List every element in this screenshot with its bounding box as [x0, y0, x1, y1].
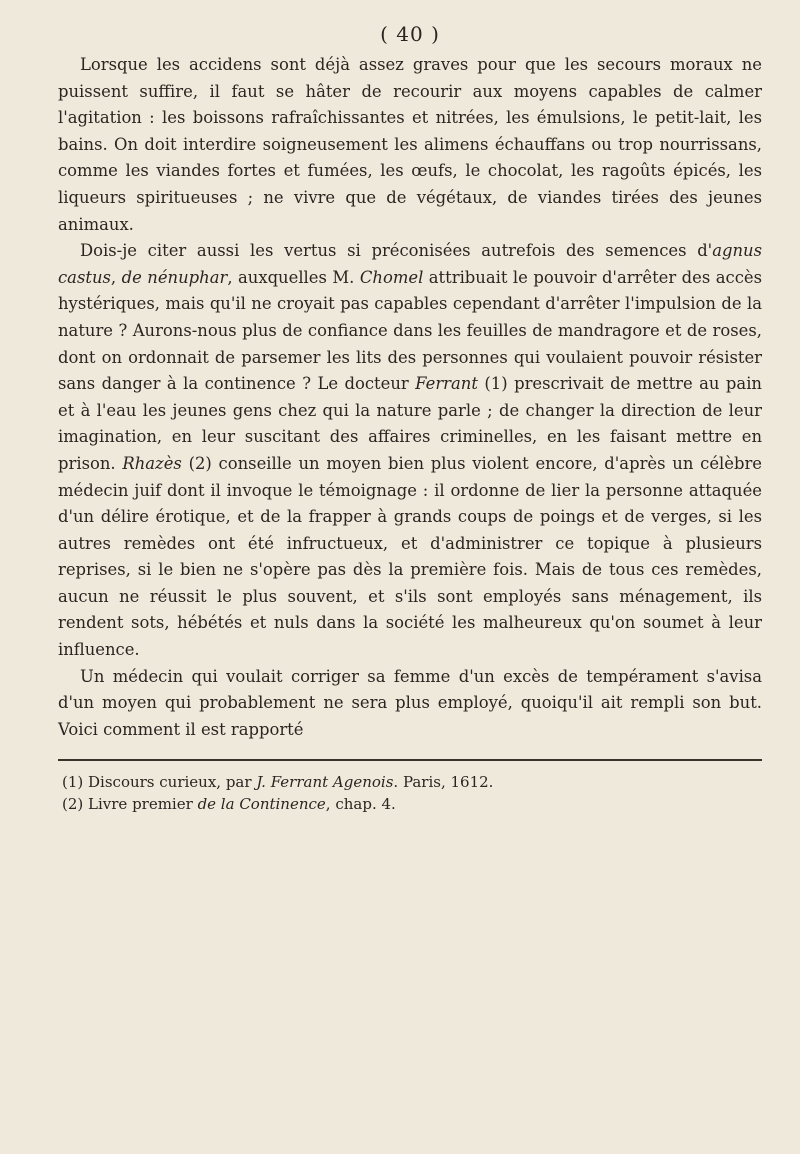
page-number: ( 40 ) [380, 22, 440, 46]
text-segment: Dois-je citer aussi les vertus si préconisées autrefois des semences d' [80, 241, 713, 261]
paragraph [58, 238, 762, 664]
text-segment: (1) prescrivait de mettre au pain et à l'eau les jeunes gens chez qui la nature parle ; de changer la direction de leur imagination, en leur suscitant des affaires criminelles, en les faisant mettre en prison. [58, 374, 762, 473]
text-segment: (2) Livre premier [62, 795, 198, 814]
paragraph [58, 664, 762, 744]
text-segment: (2) conseille un moyen bien plus violent encore, d'après un célèbre médecin juif dont il invoque le témoignage : il ordonne de lier la personne attaquée d'un délire érotique, et de la frapper à grands coups de poings et de verges, si les autres remèdes ont été infructueux, et d'administrer ce topique à plusieurs reprises, si le bien ne s'opère pas dès la première fois. Mais de tous ces remèdes, aucun ne réussit le plus souvent, et s'ils sont employés sans ménagement, ils rendent sots, hébétés et nuls dans la société les malheureux qu'on soumet à leur influence. [58, 453, 763, 660]
text-segment: (1) Discours curieux, par [62, 773, 257, 792]
footnote [58, 793, 762, 815]
italic-segment: agnus castus [58, 241, 762, 287]
text-segment: , [110, 267, 122, 287]
paragraph [58, 52, 762, 238]
italic-segment: Ferrant [415, 374, 478, 394]
footnote-divider [58, 759, 762, 761]
footnote [58, 771, 762, 793]
text-segment: , auxquelles M. [227, 267, 360, 287]
italic-segment: de la Continence [197, 795, 326, 814]
italic-segment: Chomel [359, 267, 424, 287]
text-segment: . Paris, 1612. [393, 773, 494, 792]
text-segment: Un médecin qui voulait corriger sa femme d'un excès de tempérament s'avisa d'un moyen qui probablement ne sera plus employé, quoiqu'il ait rempli son but. Voici comment il est rapporté [58, 666, 762, 739]
text-segment: Lorsque les accidens sont déjà assez graves pour que les secours moraux ne puissent suffire, il faut se hâter de recourir aux moyens capables de calmer l'agitation : les boissons rafraîchissantes et nitrées, les émulsions, le petit-lait, les bains. On doit interdire soigneusement les alimens échauffans ou trop nourrissans, comme les viandes fortes et fumées, les œufs, le chocolat, les ragoûts épicés, les liqueurs spiritueuses ; ne vivre que de végétaux, de viandes tirées des jeunes animaux. [58, 55, 762, 234]
text-segment: , chap. 4. [325, 795, 396, 814]
italic-segment: Rhazès [122, 453, 182, 473]
body-text [58, 52, 762, 743]
footnotes [58, 771, 762, 815]
italic-segment: de nénuphar [121, 267, 228, 287]
italic-segment: J. Ferrant Agenois [256, 773, 394, 792]
text-segment: attribuait le pouvoir d'arrêter des accès hystériques, mais qu'il ne croyait pas capables cependant d'arrêter l'impulsion de la nature ? Aurons-nous plus de confiance dans les feuilles de mandragore et de roses, dont on ordonnait de parsemer les lits des personnes qui voulaient pouvoir résister sans danger à la continence ? Le docteur [58, 267, 763, 394]
